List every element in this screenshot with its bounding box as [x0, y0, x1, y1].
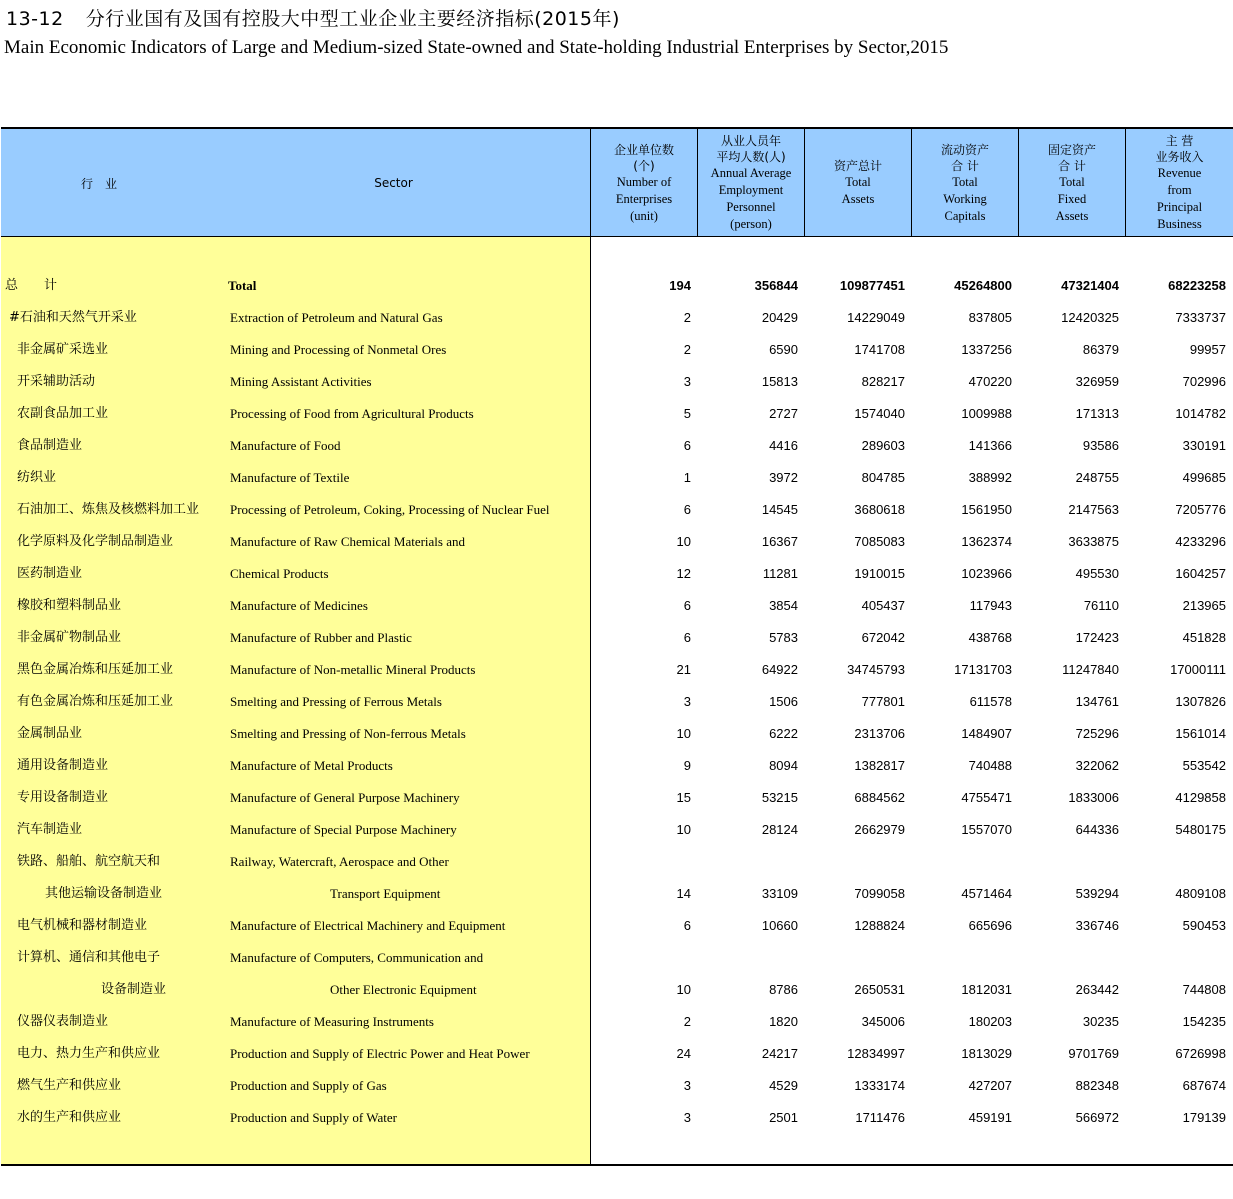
cell-value: 4809108 [1175, 886, 1226, 901]
cell-value: 3 [683, 374, 691, 389]
cell-value: 6 [683, 630, 691, 645]
header-col-en: Total Fixed Assets [1055, 174, 1089, 223]
table-header [1, 127, 1233, 237]
cell-value: 109877451 [839, 278, 905, 293]
cell-value: 336746 [1075, 918, 1119, 933]
cell-value: 9 [683, 758, 691, 773]
cell-value: 687674 [1182, 1078, 1226, 1093]
table-row [1, 334, 1233, 366]
cell-value: 1 [683, 470, 691, 485]
row-label-cn: 设备制造业 [101, 982, 167, 997]
cell-value: 34745793 [847, 662, 905, 677]
row-label-en: Manufacture of Textile [230, 470, 350, 485]
cell-value: 744808 [1182, 982, 1226, 997]
row-label-en: Production and Supply of Electric Power and Heat Power [230, 1046, 530, 1061]
row-label-en: Extraction of Petroleum and Natural Gas [230, 310, 443, 325]
cell-value: 725296 [1075, 726, 1119, 741]
cell-value: 11247840 [1062, 662, 1119, 677]
header-col-en: Number of Enterprises (unit) [615, 174, 673, 223]
cell-value: 330191 [1182, 438, 1226, 453]
row-label-cn: 开采辅助活动 [17, 374, 96, 389]
cell-value: 64922 [761, 662, 798, 677]
row-label-en: Processing of Petroleum, Coking, Processing of Nuclear Fuel [230, 502, 550, 517]
header-col-4 [1018, 129, 1125, 237]
cell-value: 451828 [1182, 630, 1226, 645]
cell-value: 141366 [968, 438, 1012, 453]
cell-value: 1484907 [961, 726, 1012, 741]
header-col-5 [1125, 129, 1233, 237]
row-label-en: Manufacture of Measuring Instruments [230, 1014, 434, 1029]
cell-value: 45264800 [954, 278, 1012, 293]
row-label-cn: 燃气生产和供应业 [17, 1078, 122, 1093]
cell-value: 566972 [1075, 1110, 1119, 1125]
table-row [1, 366, 1233, 398]
header-col-cn: 企业单位数 (个) [613, 142, 674, 173]
cell-value: 882348 [1075, 1078, 1119, 1093]
cell-value: 6 [683, 502, 691, 517]
cell-value: 2662979 [854, 822, 905, 837]
row-label-en: Manufacture of Rubber and Plastic [230, 630, 412, 645]
row-label-en: Production and Supply of Gas [230, 1078, 387, 1093]
cell-value: 345006 [861, 1014, 905, 1029]
row-label-cn: 仪器仪表制造业 [17, 1014, 109, 1029]
table-row [1, 974, 1233, 1006]
cell-value: 611578 [969, 694, 1012, 709]
row-label-en: Manufacture of Food [230, 438, 341, 453]
cell-value: 470220 [968, 374, 1012, 389]
row-label-cn: 石油加工、炼焦及核燃料加工业 [17, 502, 200, 517]
cell-value: 16367 [761, 534, 798, 549]
table-number: 13-12 [6, 8, 64, 30]
header-sector-en [197, 129, 590, 237]
cell-value: 20429 [761, 310, 798, 325]
cell-value: 24 [676, 1046, 691, 1061]
cell-value: 53215 [761, 790, 798, 805]
header-col-en: Total Assets [841, 175, 875, 206]
row-label-en: Railway, Watercraft, Aerospace and Other [230, 854, 449, 869]
cell-value: 1307826 [1175, 694, 1226, 709]
header-sector-label: Sector [374, 176, 413, 190]
cell-value: 93586 [1082, 438, 1119, 453]
cell-value: 590453 [1182, 918, 1226, 933]
row-label-cn: 食品制造业 [17, 438, 83, 453]
cell-value: 47321404 [1061, 278, 1119, 293]
table-row [1, 462, 1233, 494]
cell-value: 740488 [968, 758, 1012, 773]
cell-value: 263442 [1075, 982, 1119, 997]
cell-value: 539294 [1075, 886, 1119, 901]
cell-value: 495530 [1075, 566, 1119, 581]
cell-value: 1574040 [854, 406, 905, 421]
cell-value: 3 [683, 1110, 691, 1125]
cell-value: 134761 [1075, 694, 1119, 709]
cell-value: 30235 [1082, 1014, 1119, 1029]
table-row [1, 718, 1233, 750]
header-col-cn: 从业人员年 平均人数(人) [716, 134, 786, 164]
table-row [1, 910, 1233, 942]
cell-value: 6884562 [854, 790, 905, 805]
cell-value: 8786 [769, 982, 798, 997]
row-label-en: Total [228, 278, 257, 293]
cell-value: 3854 [769, 598, 798, 613]
cell-value: 10 [676, 982, 691, 997]
table-title-cn [6, 4, 620, 31]
table-row [1, 1102, 1233, 1134]
cell-value: 1561950 [961, 502, 1012, 517]
table-row [1, 654, 1233, 686]
cell-value: 1604257 [1175, 566, 1226, 581]
cell-value: 154235 [1182, 1014, 1226, 1029]
cell-value: 2 [683, 1014, 691, 1029]
table-title-cn-text: 分行业国有及国有控股大中型工业企业主要经济指标(2015年) [85, 8, 620, 30]
cell-value: 4755471 [961, 790, 1012, 805]
cell-value: 14229049 [847, 310, 905, 325]
row-label-en: Mining and Processing of Nonmetal Ores [230, 342, 447, 357]
table-row [1, 750, 1233, 782]
cell-value: 6590 [769, 342, 798, 357]
cell-value: 99957 [1189, 342, 1226, 357]
row-label-en: Manufacture of General Purpose Machinery [230, 790, 460, 805]
row-label-cn: 水的生产和供应业 [17, 1110, 122, 1125]
cell-value: 180203 [968, 1014, 1012, 1029]
cell-value: 28124 [761, 822, 798, 837]
row-label-cn: 非金属矿采选业 [17, 342, 109, 357]
cell-value: 2727 [769, 406, 798, 421]
cell-value: 17000111 [1170, 662, 1226, 677]
cell-value: 12420325 [1061, 310, 1119, 325]
table-row [1, 590, 1233, 622]
cell-value: 1362374 [961, 534, 1012, 549]
cell-value: 777801 [861, 694, 905, 709]
cell-value: 356844 [754, 278, 798, 293]
cell-value: 1333174 [854, 1078, 905, 1093]
table-row [1, 622, 1233, 654]
cell-value: 3 [683, 694, 691, 709]
cell-value: 326959 [1075, 374, 1119, 389]
row-label-cn: 总 计 [5, 278, 58, 293]
cell-value: 12834997 [847, 1046, 905, 1061]
header-col-en: Revenue from Principal Business [1156, 166, 1203, 231]
header-col-cn: 固定资产 合 计 [1047, 142, 1096, 173]
cell-value: 828217 [861, 374, 905, 389]
row-label-cn: 电力、热力生产和供应业 [17, 1046, 161, 1061]
cell-value: 1337256 [961, 342, 1012, 357]
cell-value: 438768 [968, 630, 1012, 645]
cell-value: 459191 [968, 1110, 1012, 1125]
cell-value: 553542 [1182, 758, 1226, 773]
row-label-cn: 非金属矿物制品业 [17, 630, 122, 645]
table-row [1, 302, 1233, 334]
row-label-en: Smelting and Pressing of Non-ferrous Metals [230, 726, 466, 741]
cell-value: 10 [676, 534, 691, 549]
cell-value: 1288824 [854, 918, 905, 933]
cell-value: 1812031 [961, 982, 1012, 997]
cell-value: 2313706 [854, 726, 905, 741]
cell-value: 248755 [1075, 470, 1119, 485]
cell-value: 1813029 [961, 1046, 1012, 1061]
cell-value: 24217 [761, 1046, 798, 1061]
cell-value: 3 [683, 1078, 691, 1093]
row-label-en: Smelting and Pressing of Ferrous Metals [230, 694, 442, 709]
cell-value: 804785 [861, 470, 905, 485]
row-label-cn: 农副食品加工业 [17, 406, 109, 421]
row-label-cn: 汽车制造业 [17, 822, 83, 837]
cell-value: 499685 [1182, 470, 1226, 485]
cell-value: 10 [676, 822, 691, 837]
cell-value: 2 [683, 342, 691, 357]
header-col-cn: 主 营 业务收入 [1155, 134, 1204, 164]
cell-value: 213965 [1182, 598, 1226, 613]
cell-value: 427207 [968, 1078, 1012, 1093]
row-label-cn: 医药制造业 [17, 566, 83, 581]
row-label-cn: 橡胶和塑料制品业 [17, 598, 122, 613]
row-label-en: Manufacture of Computers, Communication and [230, 950, 484, 965]
cell-value: 1382817 [854, 758, 905, 773]
cell-value: 702996 [1182, 374, 1226, 389]
row-label-cn: 计算机、通信和其他电子 [17, 950, 161, 965]
cell-value: 6 [683, 918, 691, 933]
row-label-en: Manufacture of Special Purpose Machinery [230, 822, 457, 837]
cell-value: 5480175 [1175, 822, 1226, 837]
cell-value: 194 [669, 278, 691, 293]
row-label-en: Manufacture of Metal Products [230, 758, 393, 773]
cell-value: 644336 [1075, 822, 1119, 837]
row-label-cn: 电气机械和器材制造业 [17, 918, 148, 933]
cell-value: 7085083 [854, 534, 905, 549]
cell-value: 171313 [1075, 406, 1119, 421]
cell-value: 322062 [1075, 758, 1119, 773]
row-label-en: Processing of Food from Agricultural Products [230, 406, 474, 421]
row-label-cn: 其他运输设备制造业 [45, 886, 163, 901]
table-row [1, 398, 1233, 430]
cell-value: 1557070 [961, 822, 1012, 837]
header-col-en: Total Working Capitals [943, 174, 987, 223]
cell-value: 1741708 [854, 342, 905, 357]
table-row [1, 814, 1233, 846]
cell-value: 14 [676, 886, 691, 901]
cell-value: 8094 [769, 758, 798, 773]
row-label-en: Manufacture of Non-metallic Mineral Products [230, 662, 476, 677]
table-title-en: Main Economic Indicators of Large and Medium-sized State-owned and State-holding Industrial Enterprises by Sector,2015 [4, 37, 949, 58]
cell-value: 3680618 [854, 502, 905, 517]
cell-value: 665696 [968, 918, 1012, 933]
cell-value: 5783 [769, 630, 798, 645]
cell-value: 1506 [769, 694, 798, 709]
cell-value: 9701769 [1068, 1046, 1119, 1061]
cell-value: 14545 [761, 502, 798, 517]
table-row [1, 430, 1233, 462]
cell-value: 3972 [769, 470, 798, 485]
cell-value: 4571464 [961, 886, 1012, 901]
row-label-en: Manufacture of Raw Chemical Materials and [230, 534, 465, 549]
cell-value: 179139 [1182, 1110, 1226, 1125]
header-col-en: Annual Average Employment Personnel (person) [710, 166, 792, 231]
header-col-0 [590, 129, 697, 237]
cell-value: 6222 [769, 726, 798, 741]
table-row [1, 1070, 1233, 1102]
row-label-cn: 专用设备制造业 [17, 790, 109, 805]
cell-value: 1711476 [855, 1110, 905, 1125]
table-row [1, 494, 1233, 526]
row-label-cn: 纺织业 [17, 470, 57, 485]
cell-value: 1910015 [854, 566, 905, 581]
row-label-en: Chemical Products [230, 566, 329, 581]
row-label-en: Mining Assistant Activities [230, 374, 372, 389]
cell-value: 10660 [761, 918, 798, 933]
cell-value: 17131703 [954, 662, 1012, 677]
cell-value: 11281 [762, 566, 798, 581]
cell-value: 837805 [968, 310, 1012, 325]
row-label-en: Manufacture of Electrical Machinery and Equipment [230, 918, 506, 933]
cell-value: 1833006 [1068, 790, 1119, 805]
row-label-en: Transport Equipment [330, 886, 441, 901]
row-label-cn: 铁路、船舶、航空航天和 [17, 854, 161, 869]
table-row [1, 270, 1233, 302]
cell-value: 4416 [769, 438, 798, 453]
header-industry-cn [1, 129, 197, 237]
table-row [1, 1006, 1233, 1038]
header-col-1 [697, 129, 804, 237]
row-label-en: Manufacture of Medicines [230, 598, 368, 613]
cell-value: 33109 [761, 886, 798, 901]
table-row [1, 846, 1233, 878]
table-row [1, 1038, 1233, 1070]
cell-value: 7333737 [1175, 310, 1226, 325]
header-col-cn: 流动资产 合 计 [940, 142, 989, 173]
header-col-3 [911, 129, 1018, 237]
header-col-cn: 资产总计 [833, 159, 882, 173]
row-label-cn: 通用设备制造业 [17, 758, 109, 773]
cell-value: 4233296 [1175, 534, 1226, 549]
table-row [1, 526, 1233, 558]
cell-value: 3633875 [1068, 534, 1119, 549]
cell-value: 6 [683, 438, 691, 453]
cell-value: 7205776 [1175, 502, 1226, 517]
cell-value: 289603 [861, 438, 905, 453]
cell-value: 1023966 [961, 566, 1012, 581]
cell-value: 76110 [1083, 598, 1119, 613]
cell-value: 68223258 [1168, 278, 1226, 293]
cell-value: 5 [683, 406, 691, 421]
cell-value: 672042 [861, 630, 905, 645]
cell-value: 2147563 [1068, 502, 1119, 517]
cell-value: 172423 [1075, 630, 1119, 645]
row-label-en: Production and Supply of Water [230, 1110, 397, 1125]
cell-value: 1561014 [1175, 726, 1226, 741]
table-row [1, 782, 1233, 814]
cell-value: 21 [676, 662, 691, 677]
cell-value: 6726998 [1175, 1046, 1226, 1061]
row-label-cn: #石油和天然气开采业 [9, 310, 137, 325]
cell-value: 86379 [1082, 342, 1119, 357]
cell-value: 2 [683, 310, 691, 325]
table-row [1, 558, 1233, 590]
cell-value: 15 [676, 790, 691, 805]
header-industry-label: 行 业 [80, 176, 117, 191]
table-row [1, 686, 1233, 718]
cell-value: 388992 [968, 470, 1012, 485]
cell-value: 10 [676, 726, 691, 741]
cell-value: 2501 [769, 1110, 798, 1125]
row-label-cn: 有色金属冶炼和压延加工业 [17, 694, 174, 709]
cell-value: 6 [683, 598, 691, 613]
cell-value: 4529 [769, 1078, 798, 1093]
table-bottom-border [1, 1164, 1233, 1166]
cell-value: 15813 [761, 374, 798, 389]
cell-value: 1014782 [1175, 406, 1226, 421]
cell-value: 1009988 [961, 406, 1012, 421]
table-row [1, 878, 1233, 910]
table-row [1, 942, 1233, 974]
cell-value: 4129858 [1175, 790, 1226, 805]
cell-value: 7099058 [854, 886, 905, 901]
cell-value: 1820 [769, 1014, 798, 1029]
data-table [1, 127, 1233, 1167]
cell-value: 12 [676, 566, 691, 581]
row-label-en: Other Electronic Equipment [330, 982, 477, 997]
cell-value: 405437 [861, 598, 905, 613]
cell-value: 117943 [969, 598, 1012, 613]
row-label-cn: 化学原料及化学制品制造业 [17, 534, 174, 549]
cell-value: 2650531 [854, 982, 905, 997]
header-col-2 [804, 129, 911, 237]
row-label-cn: 金属制品业 [17, 726, 83, 741]
row-label-cn: 黑色金属冶炼和压延加工业 [17, 662, 174, 677]
